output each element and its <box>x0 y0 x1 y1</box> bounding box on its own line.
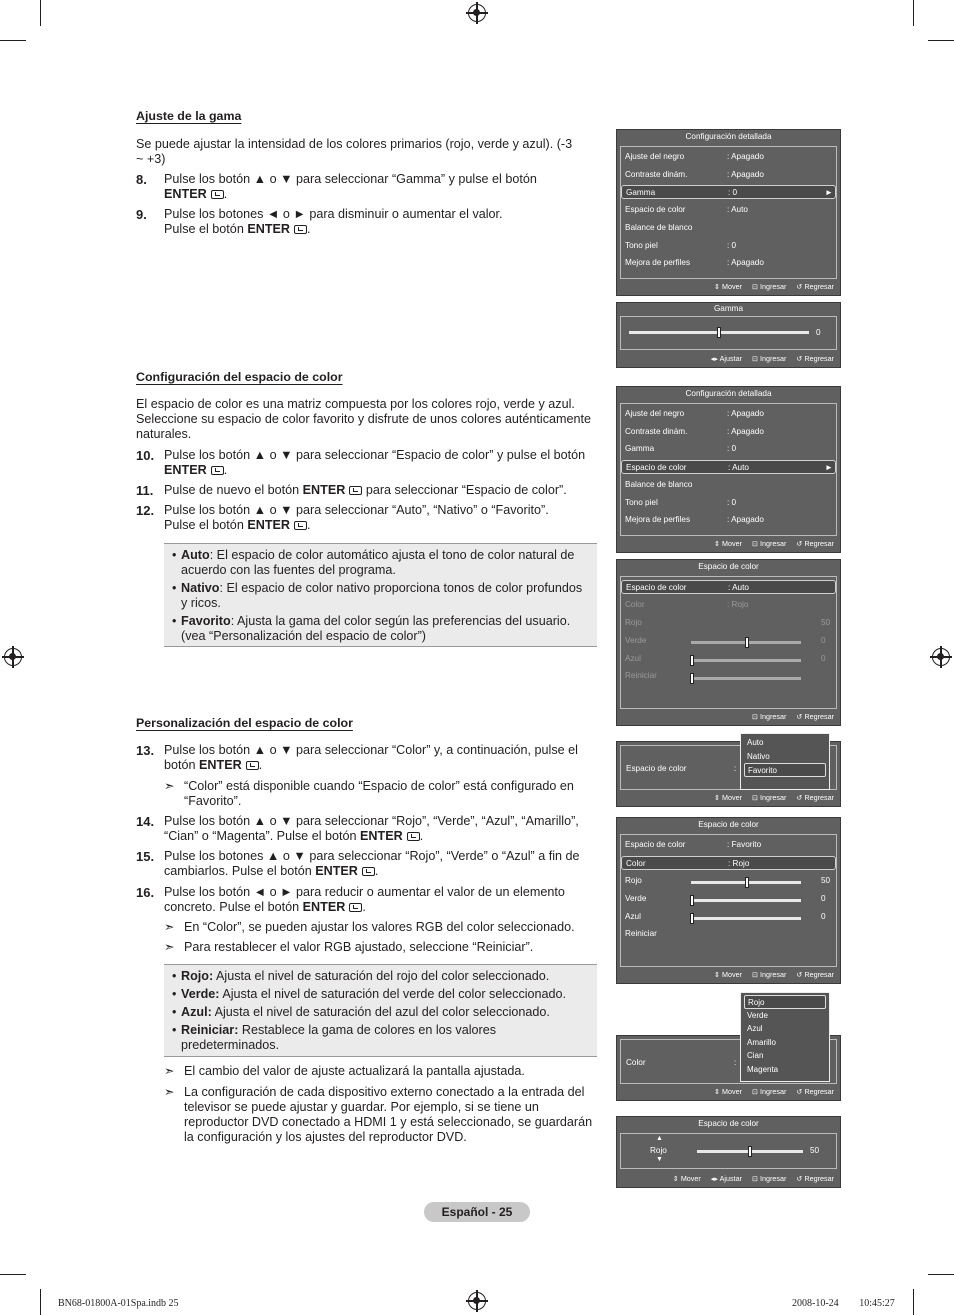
step-text: Pulse los botón ▲ o ▼ para seleccionar “Rojo”, “Verde”, “Azul”, “Amarillo”, “Cian” o “Magenta”. Pulse el botón <box>164 814 579 843</box>
osd-row: Color : Rojo <box>625 600 749 609</box>
step-text: Pulse los botones ◄ o ► para disminuir o aumentar el valor. <box>164 207 503 221</box>
registration-mark-icon <box>932 648 950 666</box>
arrow-up-icon: ▲ <box>656 1135 663 1142</box>
osd-footer: ⇕ Mover ⊡ Ingresar ↺ Regresar <box>713 282 834 291</box>
arrow-right-icon: ► <box>824 463 833 472</box>
enter-label: ENTER <box>315 864 358 878</box>
registration-mark-icon <box>468 4 486 22</box>
crop-mark <box>928 40 954 41</box>
dropdown-option[interactable]: Magenta <box>747 1064 779 1074</box>
registration-mark-icon <box>4 648 22 666</box>
step-text: Pulse los botón ▲ o ▼ para seleccionar “Espacio de color” y pulse el botón <box>164 448 586 462</box>
step-16: 16. Pulse los botón ◄ o ► para reducir o aumentar el valor de un elemento concreto. Pulse el botón ENTER . <box>136 885 565 914</box>
note-end-2: ➣ La configuración de cada dispositivo externo conectado a la entrada del televisor se puede ajustar y guardar. Por ejemplo, si se tiene un reproductor DVD conectado a HDMI 1 y está seleccionado, se guardarán la configuración y los ajustes del reproductor DVD. <box>164 1085 593 1144</box>
dropdown-option[interactable]: Amarillo <box>747 1037 776 1047</box>
step-14: 14. Pulse los botón ▲ o ▼ para seleccionar “Rojo”, “Verde”, “Azul”, “Amarillo”, “Cian” o “Magenta”. Pulse el botón ENTER . <box>136 814 579 843</box>
osd-title: Espacio de color <box>698 1119 759 1128</box>
osd-detail-gamma <box>616 129 841 296</box>
osd-gamma-slider <box>616 302 841 368</box>
bullet-item: • Auto: El espacio de color automático ajusta el tono de color natural de acuerdo con las fuentes del programa. <box>172 548 589 578</box>
osd-title: Espacio de color <box>698 820 759 829</box>
dropdown-label: Espacio de color <box>626 764 687 773</box>
osd-row-selected[interactable]: Color : Rojo <box>621 856 836 870</box>
osd-title: Configuración detallada <box>685 132 772 141</box>
enter-icon <box>349 486 362 495</box>
osd-detail-space <box>616 386 841 553</box>
osd-row[interactable]: Ajuste del negro : Apagado <box>625 409 764 418</box>
print-date: 2008-10-24 ￾￾ 10:45:27 <box>792 1298 895 1309</box>
crop-mark <box>0 40 26 41</box>
osd-title: Gamma <box>713 304 744 313</box>
bullet-item: • Nativo: El espacio de color nativo proporciona tonos de color profundos y ricos. <box>172 581 589 611</box>
osd-row[interactable]: Balance de blanco <box>625 480 693 489</box>
section-heading-custom: Personalización del espacio de color <box>136 716 353 730</box>
dropdown-option[interactable]: Auto <box>747 738 764 747</box>
step-number: 16. <box>136 885 155 900</box>
step-number: 9. <box>136 207 147 222</box>
osd-title: Espacio de color <box>698 562 759 571</box>
enter-icon <box>211 190 224 199</box>
enter-label: ENTER <box>360 829 403 843</box>
osd-footer: ⇕ Mover ◂▸ Ajustar ⊡ Ingresar ↺ Regresar <box>672 1174 834 1183</box>
note-16a: ➣ En “Color”, se pueden ajustar los valores RGB del color seleccionado. <box>164 920 575 934</box>
blue-slider-track[interactable] <box>691 917 801 920</box>
osd-row-selected[interactable]: Espacio de color : Auto <box>621 580 836 594</box>
step-10: 10. Pulse los botón ▲ o ▼ para seleccionar “Espacio de color” y pulse el botón ENTER . <box>136 448 586 477</box>
blue-slider-handle[interactable] <box>690 913 694 924</box>
file-name: BN68-01800A-01Spa.indb 25 <box>58 1298 179 1309</box>
enter-icon <box>294 225 307 234</box>
osd-row[interactable]: Mejora de perfiles : Apagado <box>625 515 764 524</box>
crop-mark <box>40 1289 41 1315</box>
crop-mark <box>0 1274 26 1275</box>
dropdown-option[interactable]: Cian <box>747 1051 764 1060</box>
osd-row[interactable]: Tono piel : 0 <box>625 241 737 250</box>
step-number: 12. <box>136 503 155 518</box>
crop-mark <box>40 0 41 26</box>
osd-footer: ⇕ Mover ⊡ Ingresar ↺ Regresar <box>713 539 834 548</box>
osd-space-favorito <box>616 817 841 984</box>
step-9: 9. Pulse los botones ◄ o ► para disminuir o aumentar el valor. Pulse el botón ENTER . <box>136 207 503 236</box>
osd-title: Configuración detallada <box>685 389 772 398</box>
osd-space-auto <box>616 559 841 726</box>
dropdown-colon: : <box>734 764 737 773</box>
section-heading-gamma: Ajuste de la gama <box>136 109 242 123</box>
step-number: 8. <box>136 172 147 187</box>
dropdown-option[interactable]: Verde <box>747 1010 768 1020</box>
osd-footer: ◂▸ Ajustar ⊡ Ingresar ↺ Regresar <box>710 354 834 363</box>
note-arrow-icon: ➣ <box>164 1064 175 1078</box>
crop-mark <box>913 1289 914 1315</box>
osd-row[interactable]: Balance de blanco <box>625 223 693 232</box>
enter-icon <box>362 867 375 876</box>
enter-label: ENTER <box>302 900 346 914</box>
enter-label: ENTER <box>302 483 346 497</box>
step-number: 13. <box>136 743 155 758</box>
step-number: 10. <box>136 448 155 463</box>
bullet-item: • Favorito: Ajusta la gama del color según las preferencias del usuario. (vea “Personalización del espacio de color”) <box>172 614 589 644</box>
enter-label: ENTER <box>247 222 291 236</box>
step-text: Pulse de nuevo el botón <box>164 483 300 497</box>
step-text: Pulse el botón <box>164 222 244 236</box>
note-end-1: ➣ El cambio del valor de ajuste actualizará la pantalla ajustada. <box>164 1064 525 1078</box>
osd-footer: ⇕ Mover ⊡ Ingresar ↺ Regresar <box>713 970 834 979</box>
step-8: 8. Pulse los botón ▲ o ▼ para seleccionar “Gamma” y pulse el botón ENTER . <box>136 172 537 201</box>
step-text: Pulse los botón ▲ o ▼ para seleccionar “Auto”, “Nativo” o “Favorito”. <box>164 503 549 517</box>
osd-footer: ⇕ Mover ⊡ Ingresar ↺ Regresar <box>713 1087 834 1096</box>
dropdown-colon: : <box>734 1058 737 1067</box>
note-arrow-icon: ➣ <box>164 779 175 793</box>
step-text: Pulse los botón ◄ o ► para reducir o aumentar el valor de un elemento concreto. Pulse el botón <box>164 885 565 914</box>
step-text: Pulse los botón ▲ o ▼ para seleccionar “Gamma” y pulse el botón <box>164 172 537 186</box>
crop-mark <box>928 1274 954 1275</box>
green-slider-track[interactable] <box>691 899 801 902</box>
osd-row[interactable]: Espacio de color : Favorito <box>625 840 762 849</box>
color-dropdown-menu[interactable] <box>740 992 830 1082</box>
osd-row-selected[interactable]: Gamma : 0 ► <box>621 185 836 199</box>
step-12: 12. Pulse los botón ▲ o ▼ para seleccionar “Auto”, “Nativo” o “Favorito”. Pulse el botón ENTER . <box>136 503 549 532</box>
osd-row: Azul 0 <box>625 654 826 663</box>
osd-row[interactable]: Ajuste del negro : Apagado <box>625 152 764 161</box>
enter-icon <box>407 832 420 841</box>
step-11 <box>136 483 606 498</box>
osd-row[interactable]: Rojo 50 <box>625 876 831 885</box>
note-arrow-icon: ➣ <box>164 920 175 934</box>
arrow-right-icon: ► <box>824 188 833 197</box>
enter-label: ENTER <box>164 463 207 477</box>
rojo-value: 50 <box>810 1146 820 1155</box>
step-13: 13. Pulse los botón ▲ o ▼ para seleccionar “Color” y, a continuación, pulse el botón ENTER . <box>136 743 578 772</box>
osd-row[interactable]: Mejora de perfiles : Apagado <box>625 258 764 267</box>
osd-row[interactable]: Gamma : 0 <box>625 444 737 453</box>
step-number: 11. <box>136 483 154 498</box>
rojo-slider-handle[interactable] <box>748 1146 752 1157</box>
dropdown-option[interactable]: Nativo <box>747 751 770 761</box>
enter-label: ENTER <box>247 518 291 532</box>
osd-row: Rojo 50 <box>625 618 831 627</box>
gamma-value: 0 <box>816 328 821 337</box>
osd-footer: ⇕ Mover ⊡ Ingresar ↺ Regresar <box>713 793 834 802</box>
gamma-slider-handle[interactable] <box>717 327 721 338</box>
dropdown-option[interactable]: Azul <box>747 1024 763 1033</box>
rojo-label: Rojo <box>650 1146 667 1155</box>
space-intro: El espacio de color es una matriz compuesta por los colores rojo, verde y azul. Seleccione su espacio de color favorito y disfrute de unos colores auténticamente naturales. <box>136 397 592 441</box>
enter-icon <box>211 466 224 475</box>
bullet-item: • Azul: Ajusta el nivel de saturación del azul del color seleccionado. <box>172 1005 589 1020</box>
step-15: 15. Pulse los botones ▲ o ▼ para seleccionar “Rojo”, “Verde” o “Azul” a fin de cambiarlos. Pulse el botón ENTER . <box>136 849 580 878</box>
bullet-item: • Reiniciar: Restablece la gama de colores en los valores predeterminados. <box>172 1023 589 1053</box>
osd-row-selected[interactable]: Espacio de color : Auto ► <box>621 460 836 474</box>
osd-row[interactable]: Tono piel : 0 <box>625 498 737 507</box>
dropdown-option-selected[interactable]: Rojo <box>744 995 826 1009</box>
step-text: para seleccionar “Espacio de color”. <box>365 483 567 497</box>
osd-footer: ⊡ Ingresar ↺ Regresar <box>752 712 834 721</box>
enter-icon <box>349 903 362 912</box>
osd-row: Reiniciar <box>625 671 657 680</box>
section-heading-space: Configuración del espacio de color <box>136 370 343 384</box>
step-number: 15. <box>136 849 155 864</box>
osd-row[interactable]: Reiniciar <box>625 929 657 938</box>
crop-mark <box>913 0 914 26</box>
space-bullet-box <box>164 543 597 647</box>
dropdown-option-selected[interactable]: Favorito <box>744 763 826 777</box>
page-number-badge: Español - 25 <box>424 1202 530 1222</box>
osd-row[interactable]: Espacio de color : Auto <box>625 205 748 214</box>
osd-row: Verde 0 <box>625 636 826 645</box>
arrow-down-icon: ▼ <box>656 1156 663 1163</box>
enter-label: ENTER <box>199 758 242 772</box>
red-slider-handle[interactable] <box>745 877 749 888</box>
note-arrow-icon: ➣ <box>164 940 175 954</box>
osd-rojo-adjust <box>616 1116 841 1188</box>
custom-bullet-box <box>164 964 597 1057</box>
bullet-item: • Rojo: Ajusta el nivel de saturación del rojo del color seleccionado. <box>172 969 589 984</box>
note-13: ➣ “Color” está disponible cuando “Espacio de color” está configurado en “Favorito”. <box>164 779 574 808</box>
osd-row[interactable]: Azul 0 <box>625 912 826 921</box>
step-number: 14. <box>136 814 155 829</box>
step-text: Pulse los botones ▲ o ▼ para seleccionar “Rojo”, “Verde” o “Azul” a fin de cambiarlos. Pulse el botón <box>164 849 580 878</box>
osd-row[interactable]: Verde 0 <box>625 894 826 903</box>
osd-row[interactable]: Contraste dinám. : Apagado <box>625 427 764 436</box>
space-dropdown-menu[interactable] <box>740 733 830 790</box>
note-16b: ➣ Para restablecer el valor RGB ajustado, seleccione “Reiniciar”. <box>164 940 534 954</box>
gamma-intro: Se puede ajustar la intensidad de los colores primarios (rojo, verde y azul). (-3 ~ +3) <box>136 137 573 166</box>
enter-icon <box>294 521 307 530</box>
note-arrow-icon: ➣ <box>164 1085 175 1099</box>
green-slider-handle[interactable] <box>690 895 694 906</box>
bullet-item: • Verde: Ajusta el nivel de saturación del verde del color seleccionado. <box>172 987 589 1002</box>
dropdown-label: Color <box>626 1058 646 1067</box>
osd-row[interactable]: Contraste dinám. : Apagado <box>625 170 764 179</box>
step-text: Pulse el botón <box>164 518 244 532</box>
enter-icon <box>246 761 259 770</box>
step-text: Pulse los botón ▲ o ▼ para seleccionar “Color” y, a continuación, pulse el botón <box>164 743 578 772</box>
registration-mark-icon <box>468 1292 486 1310</box>
enter-label: ENTER <box>164 187 207 201</box>
